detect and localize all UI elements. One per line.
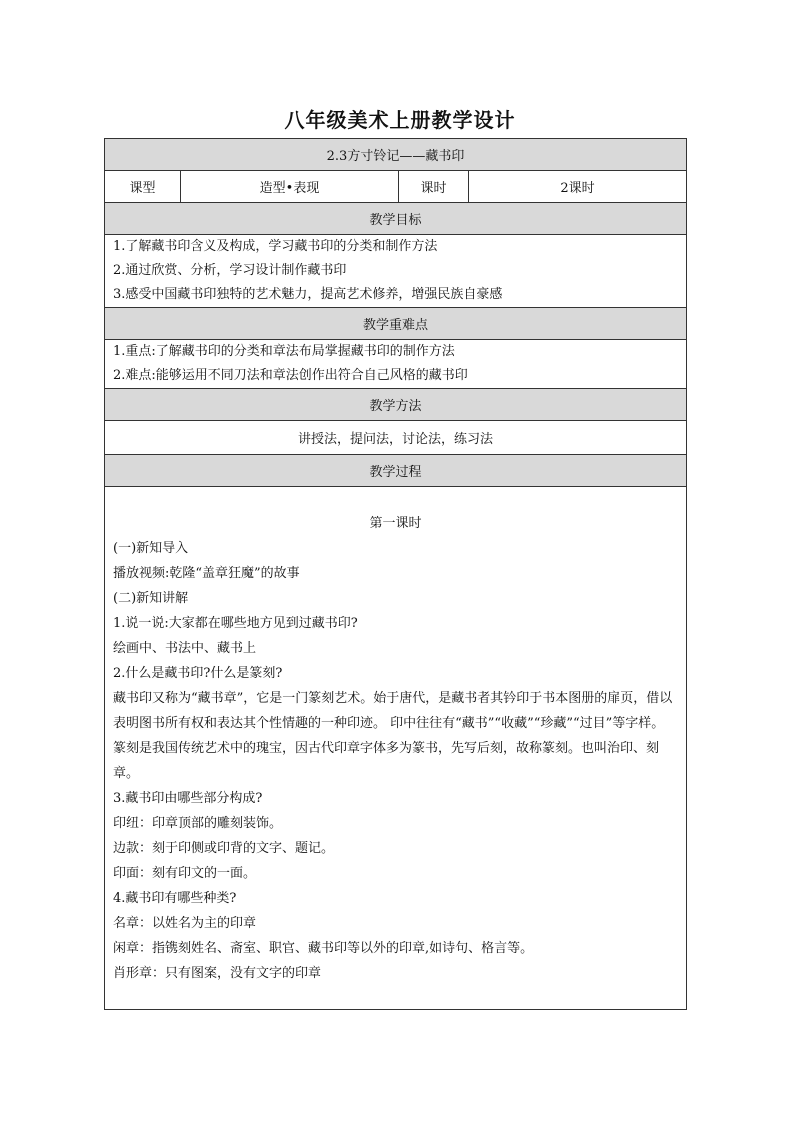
process-line: 边款：刻于印侧或印背的文字、题记。 (113, 840, 335, 856)
objective-item: 2.通过欣赏、分析，学习设计制作藏书印 (113, 263, 347, 278)
objective-item: 1.了解藏书印含义及构成，学习藏书印的分类和制作方法 (113, 239, 438, 254)
process-line: 印面：刻有印文的一面。 (113, 865, 257, 881)
process-row (105, 487, 687, 1010)
process-content (105, 487, 687, 1010)
process-line: 绘画中、书法中、藏书上 (113, 640, 257, 656)
objectives-heading-row (105, 203, 687, 235)
hours-value: 2课时 (469, 171, 687, 203)
methods-heading-row (105, 389, 687, 421)
process-line: 1.说一说:大家都在哪些地方见到过藏书印? (113, 615, 358, 631)
objective-item: 3.感受中国藏书印独特的艺术魅力，提高艺术修养，增强民族自豪感 (113, 287, 503, 302)
lesson-plan-table (104, 138, 687, 1010)
process-heading: 教学过程 (105, 455, 687, 487)
keypoints-heading-row (105, 308, 687, 340)
lesson-title-row (105, 139, 687, 171)
objectives-list (105, 235, 687, 308)
process-paragraph: 藏书印又称为“藏书章”，它是一门篆刻艺术。始于唐代，是藏书者其钤印于书本图册的扉页，借以表明图书所有权和表达其个性情趣的一种印迹。 印中往往有“藏书”“收藏”“珍藏”“过目”等字样。 (113, 690, 673, 731)
keypoint-item: 1.重点:了解藏书印的分类和章法布局掌握藏书印的制作方法 (113, 344, 455, 359)
process-line: 闲章：指镌刻姓名、斋室、职官、藏书印等以外的印章,如诗句、格言等。 (113, 940, 534, 956)
methods-value: 讲授法，提问法，讨论法，练习法 (105, 421, 687, 455)
objectives-row (105, 235, 687, 308)
keypoint-item: 2.难点:能够运用不同刀法和章法创作出符合自己风格的藏书印 (113, 368, 468, 383)
process-line: 肖形章：只有图案，没有文字的印章 (113, 965, 322, 981)
process-line: (一)新知导入 (113, 540, 189, 556)
process-line: 印纽：印章顶部的雕刻装饰。 (113, 815, 283, 831)
process-paragraph: 篆刻是我国传统艺术中的瑰宝，因古代印章字体多为篆书，先写后刻，故称篆刻。也叫治印、刻章。 (113, 740, 660, 781)
document-title: 八年级美术上册教学设计 (284, 108, 516, 132)
session-title: 第一课时 (369, 515, 422, 531)
process-heading-row (105, 455, 687, 487)
methods-heading: 教学方法 (105, 389, 687, 421)
objectives-heading: 教学目标 (105, 203, 687, 235)
meta-row (105, 171, 687, 203)
lesson-title: 2.3方寸铃记——藏书印 (105, 139, 687, 171)
methods-row (105, 421, 687, 455)
keypoints-list (105, 340, 687, 389)
process-line: 3.藏书印由哪些部分构成? (113, 790, 263, 806)
type-label: 课型 (105, 171, 181, 203)
keypoints-row (105, 340, 687, 389)
keypoints-heading: 教学重难点 (105, 308, 687, 340)
process-line: (二)新知讲解 (113, 590, 189, 606)
hours-label: 课时 (399, 171, 469, 203)
process-line: 名章：以姓名为主的印章 (113, 915, 257, 931)
process-line: 2.什么是藏书印?什么是篆刻? (113, 665, 283, 681)
process-line: 4.藏书印有哪些种类? (113, 890, 237, 906)
process-line: 播放视频:乾隆“盖章狂魔”的故事 (113, 565, 300, 581)
type-value: 造型•表现 (181, 171, 399, 203)
